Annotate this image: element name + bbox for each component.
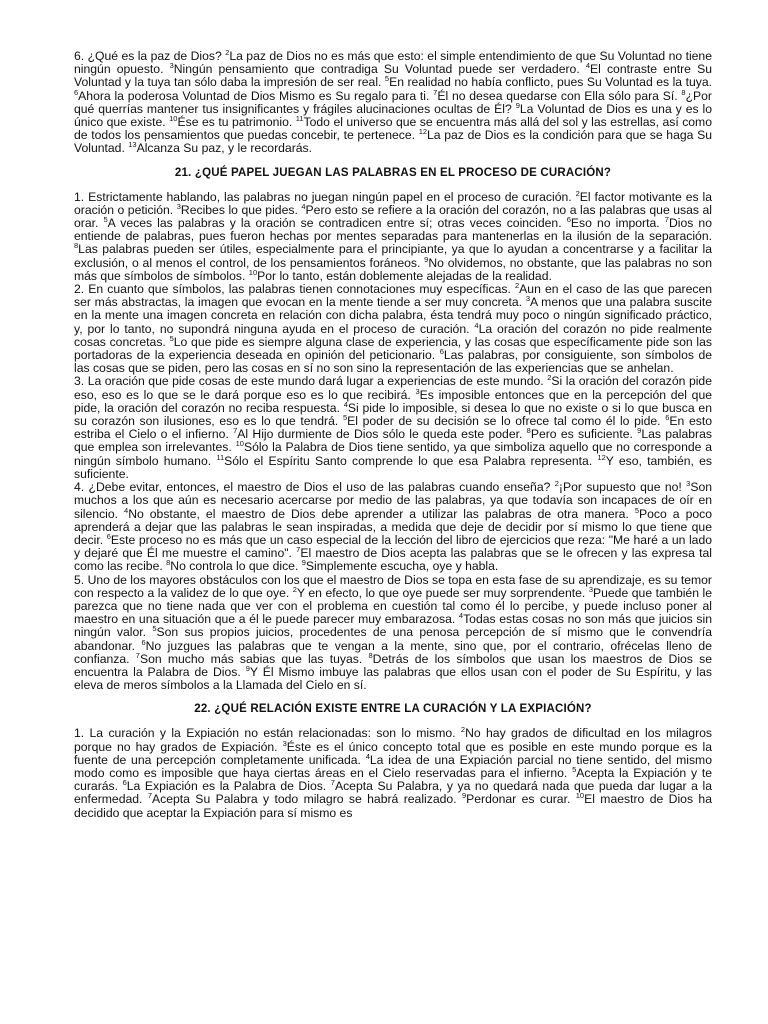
sentence-text: 5. Uno de los mayores obstáculos con los que el maestro de Dios se topa en esta fase de su aprendizaje, es su temor con respecto a la validez de lo que oye. — [74, 572, 712, 600]
paragraph — [74, 481, 712, 573]
verse-number: 7 — [433, 87, 438, 97]
verse-number: 6 — [566, 215, 571, 225]
verse-number: 3 — [588, 584, 593, 594]
sentence-text: En esto estriba el Cielo o el infierno. — [74, 414, 712, 442]
sentence-text: ¿Por qué querrías mantener tus insignificantes y frágiles alucinaciones ocultas de Él? — [74, 88, 712, 116]
sentence-text: 2. En cuanto que símbolos, las palabras tienen connotaciones muy específicas. — [74, 282, 515, 297]
verse-number: 6 — [122, 778, 127, 788]
verse-number: 9 — [245, 663, 250, 673]
verse-number: 3 — [282, 738, 287, 748]
paragraph — [74, 188, 713, 283]
sentence-text: Son muchos a los que aún es necesario acercarse por medio de las palabras, ya que todavía son incapaces de oír en silencio. — [74, 480, 712, 521]
verse-number: 4 — [585, 61, 590, 71]
verse-number: 2 — [292, 584, 297, 594]
sentence-text: El maestro de Dios acepta las palabras que se le ofrecen y las expresa tal como las recibe. — [74, 546, 712, 574]
sentence-text: La Expiación es la Palabra de Dios. — [126, 779, 331, 794]
verse-number: 3 — [525, 294, 530, 304]
verse-number: 9 — [515, 100, 520, 110]
verse-number: 4 — [458, 611, 464, 621]
verse-number: 12 — [418, 127, 428, 137]
paragraph — [74, 50, 712, 156]
verse-number: 6 — [74, 87, 79, 97]
verse-number: 2 — [554, 479, 559, 489]
sentence-text: A menos que una palabra suscite en la mente una imagen concreta en relación con dicha palabra, ésta tendrá muy poco o ningún significado práctico, y, por lo tanto, no supondrá ninguna ayuda en el proceso de curación. — [74, 295, 712, 336]
verse-number: 4 — [343, 399, 348, 409]
document-page — [74, 50, 712, 820]
sentence-text: Lo que pide es siempre alguna clase de experiencia, y las cosas que específicamente pide son las portadoras de la experiencia deseada en opinión del peticionario. — [74, 334, 712, 363]
sentence-text: Y eso, también, es suficiente. — [74, 453, 712, 481]
verse-number: 5 — [169, 333, 174, 343]
sentence-text: Por lo tanto, están doblemente alejadas de la realidad. — [257, 268, 552, 283]
sentence-text: Y Él Mismo imbuye las palabras que ellos usan con el poder de Su Espíritu, y las eleva de meros símbolos a la Llamada del Cielo en sí. — [74, 664, 712, 693]
verse-number: 4 — [365, 751, 370, 761]
sentence-text: No juzgues las palabras que te vengan a la mente, sino que, por el contrario, ofrécelas lleno de confianza. — [74, 638, 712, 666]
verse-number: 11 — [216, 452, 225, 462]
sentence-text: El maestro de Dios ha decidido que aceptar la Expiación para sí mismo es — [74, 792, 712, 820]
sentence-text: Al Hijo durmiente de Dios sólo le queda este poder. — [237, 427, 527, 442]
sentence-text: Dios no entiende de palabras, pues fueron hechas por mentes separadas para mantenerlas en la ilusión de la separación. — [74, 216, 712, 244]
sentence-text: Pero es suficiente. — [530, 427, 638, 442]
verse-number: 4 — [301, 201, 306, 211]
verse-number: 3 — [415, 386, 420, 396]
sentence-text: Las palabras que emplea son irrelevantes. — [74, 427, 712, 455]
sentence-text: Es imposible entonces que en la percepción del que pide, la oración del corazón no reciba respuesta. — [74, 387, 712, 415]
section-heading: 21. ¿QUÉ PAPEL JUEGAN LAS PALABRAS EN EL PROCESO DE CURACIÓN? — [174, 166, 612, 179]
sentence-text: Recibes lo que pides. — [180, 202, 302, 217]
sentence-text: 4. ¿Debe evitar, entonces, el maestro de Dios el uso de las palabras cuando enseña? — [74, 480, 555, 495]
sentence-text: Pero esto se refiere a la oración del corazón, no a las palabras que usas al orar. — [74, 202, 713, 231]
sentence-text: No hay grados de dificultad en los milagros porque no hay grados de Expiación. — [74, 726, 712, 754]
sentence-text: Si la oración del corazón pide eso, eso es lo que se le dará porque eso es lo que recibirá. — [74, 374, 712, 402]
verse-number: 8 — [166, 558, 171, 568]
verse-number: 5 — [572, 764, 577, 774]
sentence-text: Eso no importa. — [570, 216, 665, 231]
verse-number: 2 — [225, 48, 230, 57]
verse-number: 9 — [637, 426, 642, 436]
verse-number: 4 — [124, 505, 129, 515]
paragraph — [74, 283, 712, 375]
sentence-text: Detrás de los símbolos que usan los maestros de Dios se encuentra la Palabra de Dios. — [74, 651, 712, 679]
verse-number: 9 — [301, 558, 306, 568]
verse-number: 5 — [103, 215, 108, 225]
sentence-text: 3. La oración que pide cosas de este mundo dará lugar a experiencias de este mundo. — [74, 374, 548, 389]
verse-number: 2 — [575, 188, 580, 198]
sentence-text: Éste es el único concepto total que es posible en este mundo porque es la fuente de una percepción completamente unificada. — [74, 739, 712, 767]
verse-number: 7 — [147, 791, 152, 801]
sentence-text: A veces las palabras y la oración se contradicen entre sí; otras veces coinciden. — [107, 216, 567, 231]
verse-number: 10 — [169, 114, 178, 124]
sentence-text: Son mucho más sabias que las tuyas. — [139, 651, 369, 666]
sentence-text: La paz de Dios es la condición para que se haga Su Voluntad. — [74, 128, 712, 156]
sentence-text: Acepta Su Palabra, y ya no quedará nada que pueda dar lugar a la enfermedad. — [74, 779, 712, 807]
verse-number: 2 — [515, 281, 520, 291]
verse-number: 5 — [384, 74, 390, 84]
verse-number: 5 — [634, 505, 640, 515]
sentence-text: Son sus propios juicios, procedentes de una penosa percepción de sí mismo que le convendría abandonar. — [74, 625, 713, 653]
sentence-text: La idea de una Expiación parcial no tiene sentido, del mismo modo como es imposible que haya ciertas áreas en el Cielo reservadas para el infierno. — [74, 752, 712, 780]
verse-number: 3 — [169, 61, 174, 71]
verse-number: 10 — [575, 791, 585, 801]
sentence-text: Este proceso no es más que un caso especial de la lección del libro de ejercicios que reza: "Me haré a un lado y dejaré que Él me muestre el camino". — [74, 532, 713, 561]
verse-number: 4 — [474, 320, 479, 330]
verse-number: 5 — [152, 624, 157, 634]
verse-number: 7 — [296, 545, 301, 555]
sentence-text: Acepta Su Palabra y todo milagro se habrá realizado. — [151, 792, 462, 807]
paragraph — [74, 375, 712, 481]
verse-number: 13 — [128, 140, 137, 150]
verse-number: 3 — [176, 201, 181, 211]
sentence-text: 1. La curación y la Expiación no están relacionadas: son lo mismo. — [74, 726, 461, 741]
sentence-text: La oración del corazón no pide realmente cosas concretas. — [74, 321, 712, 349]
sentence-text: Acepta la Expiación y te curarás. — [74, 765, 713, 794]
verse-number: 7 — [135, 650, 140, 660]
sentence-text: 1. Estrictamente hablando, las palabras no juegan ningún papel en el proceso de curación. — [74, 189, 576, 204]
paragraph — [74, 574, 712, 693]
verse-number: 7 — [664, 215, 669, 225]
verse-number: 6 — [665, 413, 670, 423]
verse-number: 10 — [248, 267, 258, 277]
verse-number: 9 — [461, 791, 467, 801]
sentence-text: Todo el universo que se encuentra más allá del sol y las estrellas, así como de todos los pensamientos que puedas concebir, te pertenece. — [74, 115, 712, 143]
sentence-text: Ahora la poderosa Voluntad de Dios Mismo es Su regalo para ti. — [78, 88, 434, 103]
verse-number: 3 — [686, 479, 691, 489]
sentence-text: La paz de Dios no es más que esto: el simple entendimiento de que Su Voluntad no tiene ningún opuesto. — [74, 49, 712, 77]
verse-number: 6 — [141, 637, 146, 647]
sentence-text: Simplemente escucha, oye y habla. — [305, 559, 499, 574]
sentence-text: Sólo el Espíritu Santo comprende lo que esa Palabra representa. — [224, 453, 598, 468]
sentence-text: Ningún pensamiento que contradiga Su Voluntad puede ser verdadero. — [173, 62, 586, 77]
verse-number: 7 — [233, 426, 238, 436]
sentence-text: 6. ¿Qué es la paz de Dios? — [74, 49, 226, 63]
verse-number: 2 — [547, 373, 552, 383]
sentence-text: Alcanza Su paz, y le recordarás. — [136, 141, 313, 156]
sentence-text: Poco a poco aprenderá a dejar que las palabras le sean inspiradas, a medida que deje de decidir por sí mismo lo que tiene que decir. — [74, 506, 712, 547]
sentence-text: Si pide lo imposible, si desea lo que no existe o si lo que busca en su corazón son ilusiones, eso es lo que tendrá. — [74, 400, 712, 429]
sentence-text: Perdonar es curar. — [466, 792, 576, 807]
sentence-text: Todas estas cosas no son más que juicios sin ningún valor. — [74, 612, 712, 640]
verse-number: 8 — [74, 241, 79, 251]
verse-number: 6 — [439, 347, 444, 357]
sentence-text: Y en efecto, lo que oye puede ser muy sorprendente. — [296, 585, 589, 600]
section-heading: 22. ¿QUÉ RELACIÓN EXISTE ENTRE LA CURACIÓN Y LA EXPIACIÓN? — [194, 703, 592, 716]
verse-number: 7 — [330, 778, 335, 788]
verse-number: 8 — [368, 650, 373, 660]
sentence-text: Sólo la Palabra de Dios tiene sentido, ya que simboliza aquello que no corresponde a ningún símbolo humano. — [74, 440, 712, 468]
sentence-text: Las palabras pueden ser útiles, especialmente para el principiante, ya que lo ayudan a concentrarse y a facilitar la exclusión, o al menos el control, de los pensamientos foráneos. — [74, 242, 712, 270]
sentence-text: Aun en el caso de las que parecen ser más abstractas, la imagen que evocan en la mente tiende a ser muy concreta. — [74, 282, 712, 310]
sentence-text: No controla lo que dice. — [170, 559, 302, 574]
sentence-text: Él no desea quedarse con Ella sólo para Sí. — [437, 88, 682, 103]
verse-number: 11 — [295, 114, 304, 124]
sentence-text: La Voluntad de Dios es una y es lo único que existe. — [74, 101, 713, 130]
verse-number: 2 — [460, 725, 466, 735]
verse-number: 8 — [526, 426, 531, 436]
sentence-text: No obstante, el maestro de Dios debe aprender a utilizar las palabras de otra manera. — [128, 506, 635, 521]
verse-number: 12 — [597, 452, 606, 462]
verse-number: 9 — [424, 254, 429, 264]
sentence-text: El poder de su decisión se lo ofrece tal como él lo pide. — [347, 414, 666, 429]
sentence-text: Ése es tu patrimonio. — [177, 115, 296, 130]
sentence-text: ¡Por supuesto que no! — [558, 480, 687, 495]
sentence-text: No olvidemos, no obstante, que las palabras no son más que símbolos de símbolos. — [74, 255, 712, 283]
sentence-text: El factor motivante es la oración o petición. — [74, 189, 712, 217]
paragraph — [74, 727, 712, 819]
sentence-text: En realidad no había conflicto, pues Su Voluntad es la tuya. — [389, 75, 712, 90]
verse-number: 10 — [235, 439, 244, 449]
verse-number: 8 — [681, 87, 686, 97]
verse-number: 5 — [342, 413, 348, 423]
verse-number: 6 — [106, 531, 111, 541]
sentence-text: Las palabras, por consiguiente, son símbolos de las cosas que se piden, pero las cosas en sí no son sino la representación de las experiencias que se anhelan. — [74, 348, 713, 376]
sentence-text: El contraste entre Su Voluntad y la tuya tan sólo daba la impresión de ser real. — [74, 62, 712, 90]
sentence-text: Puede que también le parezca que no tiene nada que ver con el problema en cuestión tal como él lo percibe, y puede incluso poner al maestro en una situación que a él le puede parecer muy embarazosa. — [74, 585, 713, 627]
